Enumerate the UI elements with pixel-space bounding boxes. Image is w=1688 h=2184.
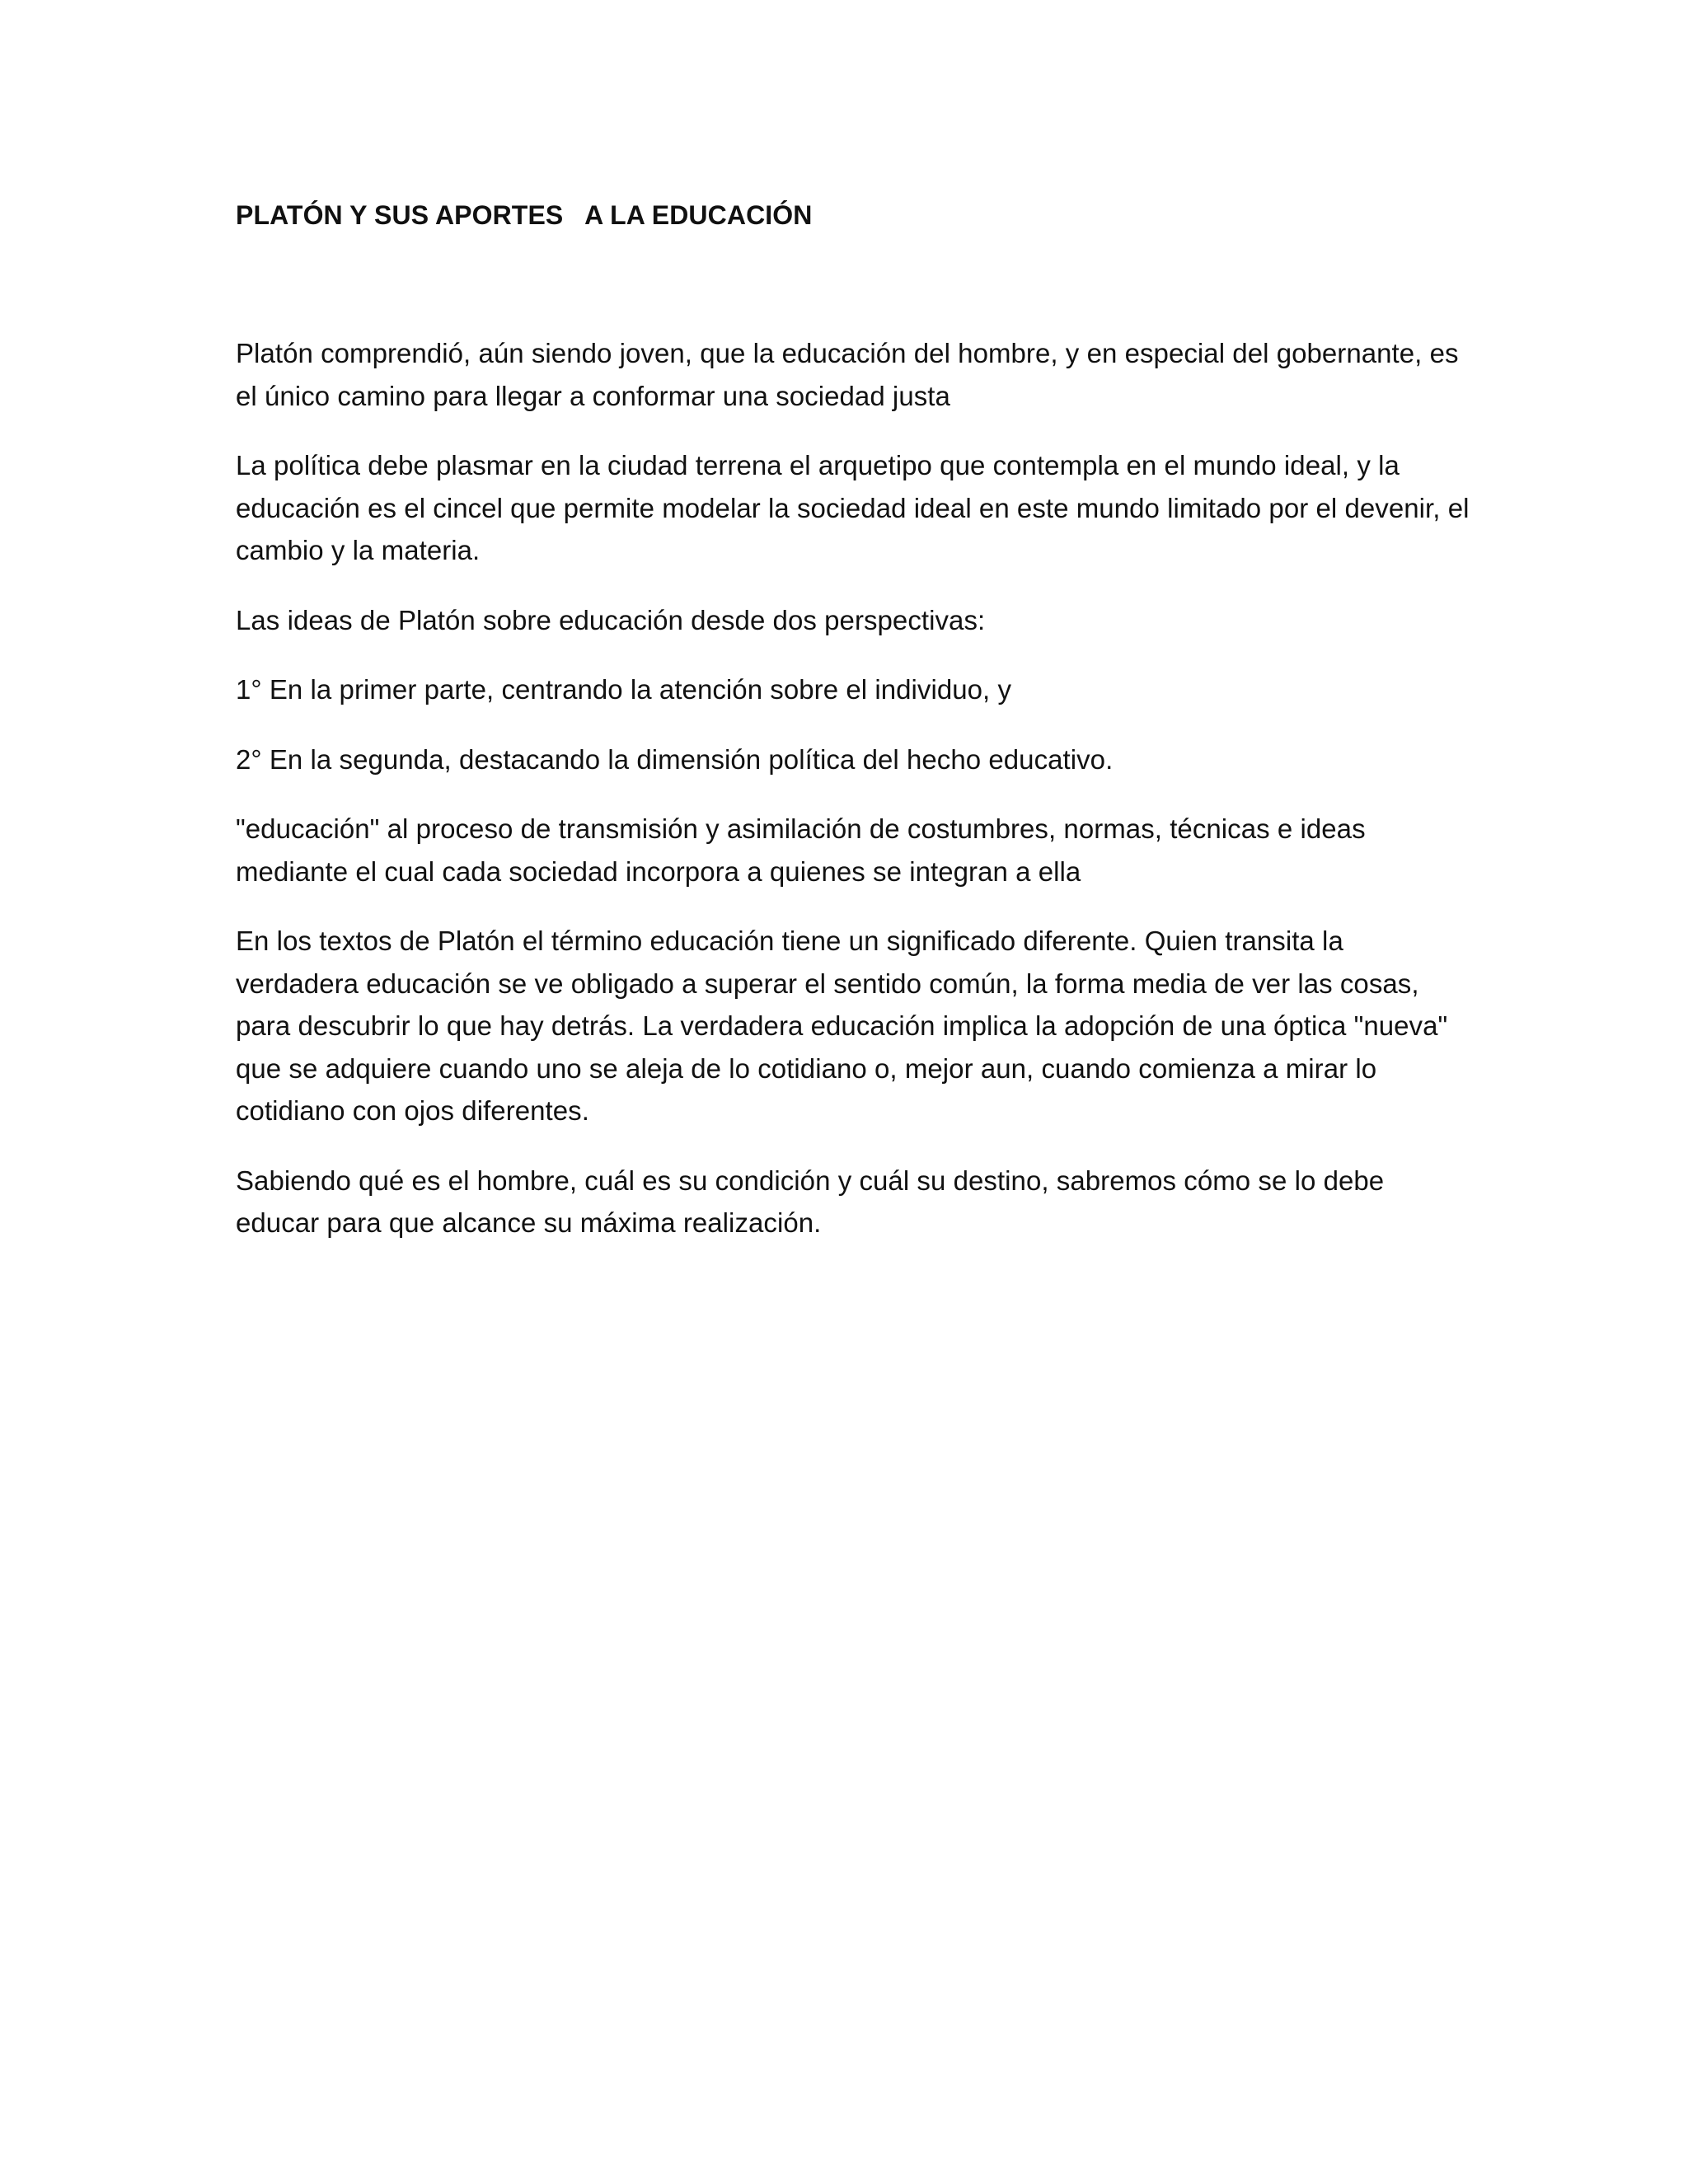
paragraph: Las ideas de Platón sobre educación desde dos perspectivas: <box>236 604 986 635</box>
document-body <box>236 194 1472 1244</box>
paragraph: Sabiendo qué es el hombre, cuál es su condición y cuál su destino, sabremos cómo se lo debe educar para que alcance su máxima realización. <box>236 1165 1385 1238</box>
paragraph: Platón comprendió, aún siendo joven, que la educación del hombre, y en especial del gobernante, es el único camino para llegar a conformar una sociedad justa <box>236 338 1459 411</box>
paragraph: 2° En la segunda, destacando la dimensión política del hecho educativo. <box>236 743 1114 775</box>
document-title: PLATÓN Y SUS APORTES A LA EDUCACIÓN <box>236 200 813 230</box>
paragraph: 1° En la primer parte, centrando la atención sobre el individuo, y <box>236 674 1012 705</box>
paragraph: En los textos de Platón el término educación tiene un significado diferente. Quien transita la verdadera educación se ve obligado a superar el sentido común, la forma media de ver las cosas, para descubrir lo que hay detrás. La verdadera educación implica la adopción de una óptica "nueva" que se adquiere cuando uno se aleja de lo cotidiano o, mejor aun, cuando comienza a mirar lo cotidiano con ojos diferentes. <box>236 926 1448 1126</box>
paragraph: "educación" al proceso de transmisión y asimilación de costumbres, normas, técnicas e ideas mediante el cual cada sociedad incorpora a quienes se integran a ella <box>236 813 1366 887</box>
paragraph: La política debe plasmar en la ciudad terrena el arquetipo que contempla en el mundo ideal, y la educación es el cincel que permite modelar la sociedad ideal en este mundo limitado por el devenir, el cambio y la materia. <box>236 450 1470 565</box>
